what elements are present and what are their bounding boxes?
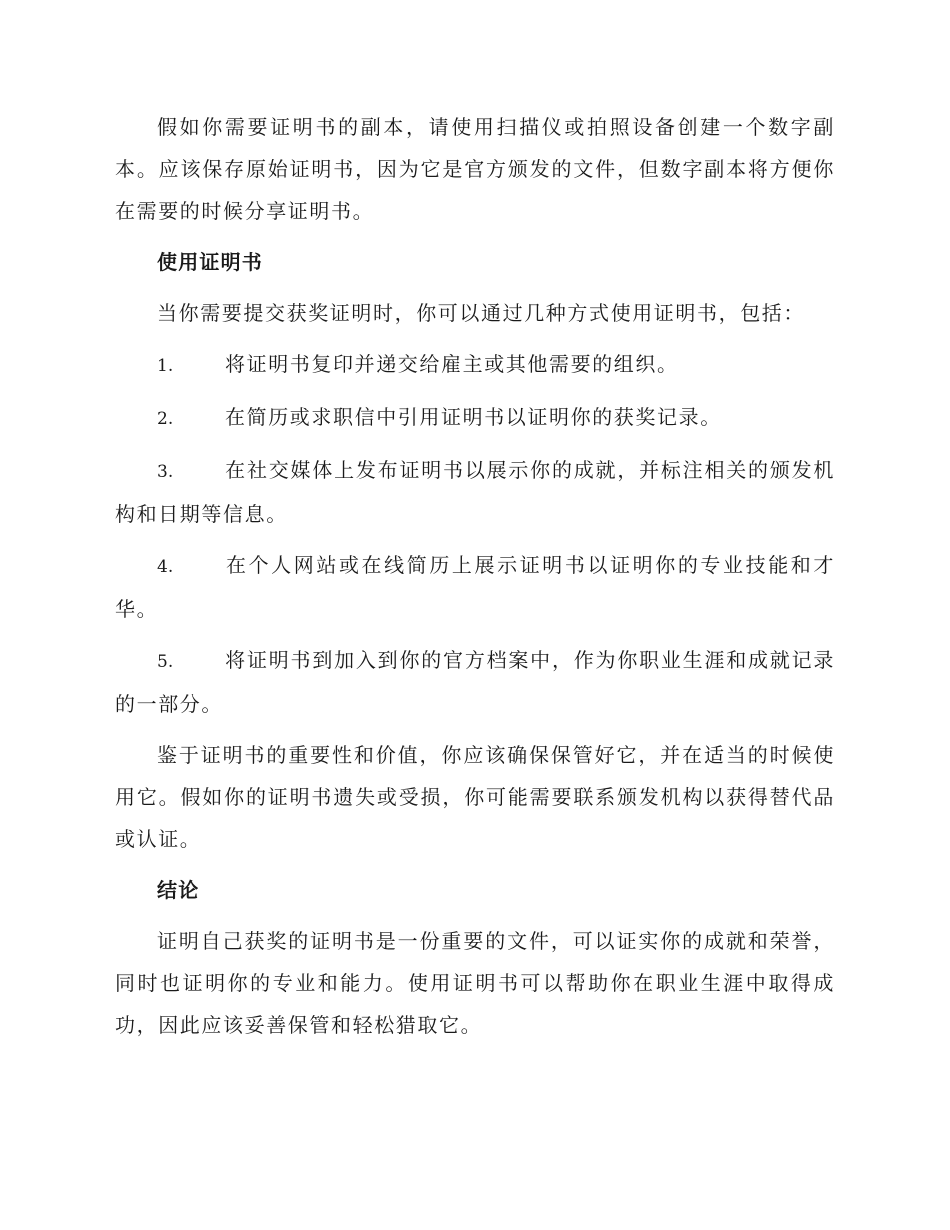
list-item-number: 2. <box>157 409 174 429</box>
intro-paragraph: 假如你需要证明书的副本，请使用扫描仪或拍照设备创建一个数字副本。应该保存原始证明书，因为它是官方颁发的文件，但数字副本将方便你在需要的时候分享证明书。 <box>115 115 835 223</box>
list-item-number: 1. <box>157 356 174 376</box>
list-item-text: 将证明书到加入到你的官方档案中，作为你职业生涯和成就记录的一部分。 <box>115 648 835 716</box>
list-item-number: 5. <box>157 652 174 672</box>
list-item-number: 4. <box>157 557 174 577</box>
list-item-text: 在简历或求职信中引用证明书以证明你的获奖记录。 <box>225 405 722 429</box>
usage-closing-paragraph: 鉴于证明书的重要性和价值，你应该确保保管好它，并在适当的时候使用它。假如你的证明书遗失或受损，你可能需要联系颁发机构以获得替代品或认证。 <box>115 743 835 851</box>
list-item-text: 在社交媒体上发布证明书以展示你的成就，并标注相关的颁发机构和日期等信息。 <box>115 458 835 526</box>
list-item <box>115 449 835 535</box>
list-item-text: 将证明书复印并递交给雇主或其他需要的组织。 <box>225 352 679 376</box>
conclusion-paragraph: 证明自己获奖的证明书是一份重要的文件，可以证实你的成就和荣誉，同时也证明你的专业和能力。使用证明书可以帮助你在职业生涯中取得成功，因此应该妥善保管和轻松猎取它。 <box>115 929 835 1037</box>
conclusion-heading: 结论 <box>157 878 200 902</box>
usage-lead-paragraph: 当你需要提交获奖证明时，你可以通过几种方式使用证明书，包括： <box>157 301 805 325</box>
list-item-text: 在个人网站或在线简历上展示证明书以证明你的专业技能和才华。 <box>115 553 835 621</box>
usage-heading: 使用证明书 <box>157 250 263 274</box>
document-body <box>115 106 835 1055</box>
usage-list <box>115 343 835 725</box>
list-item <box>115 639 835 725</box>
list-item <box>115 544 835 630</box>
list-item <box>115 396 835 440</box>
list-item <box>115 343 835 387</box>
list-item-number: 3. <box>157 462 174 482</box>
